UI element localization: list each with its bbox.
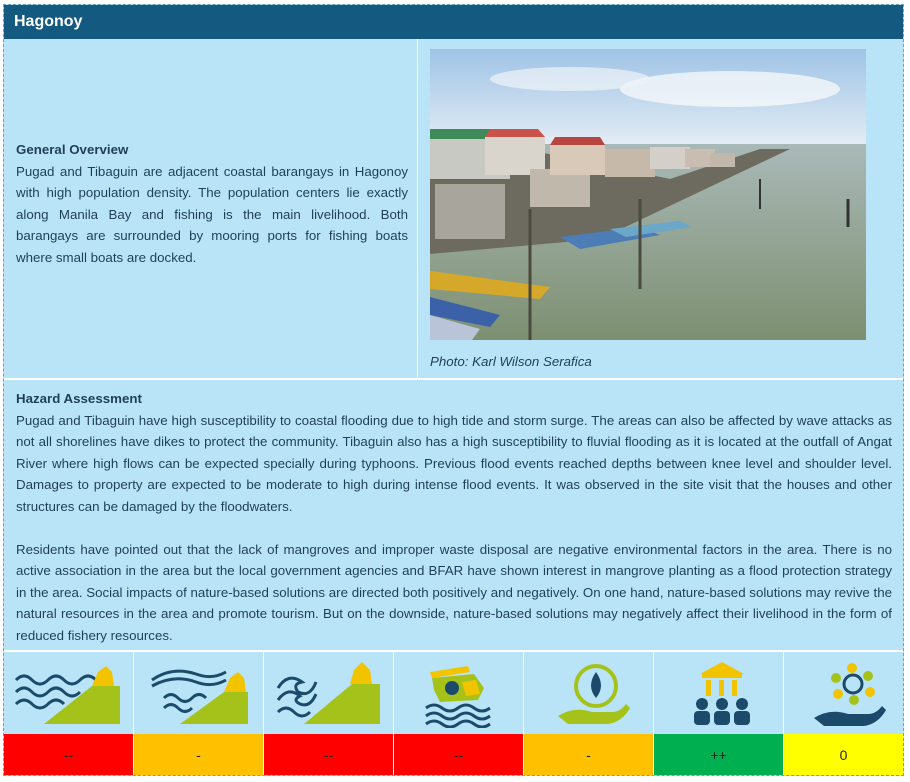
score-coastal-flooding: --: [4, 734, 134, 775]
general-overview: [16, 139, 408, 268]
coastal-village-photo: [430, 49, 866, 340]
score-storm-surge: --: [264, 734, 394, 775]
column-divider: [417, 39, 418, 379]
site-title: Hagonoy: [4, 5, 903, 39]
hazard-paragraph-2: Residents have pointed out that the lack of mangroves and improper waste disposal are negative environmental factors in the area. There is no active association in the area but the local government agencies and BFAR have shown interest in mangrove planting as a flood protection strategy in the area. Social impacts of nature-based solutions are directed both positively and negatively. On one hand, nature-based solutions may revive the natural resources in the area and promote tourism. But on the downside, nature-based solutions may negatively affect their livelihood in the form of reduced fishery resources.: [16, 541, 892, 643]
photo-caption: Photo: Karl Wilson Serafica: [430, 354, 592, 369]
score-social: 0: [784, 734, 903, 775]
overview-text: Pugad and Tibaguin are adjacent coastal barangays in Hagonoy with high population density. The population centers lie exactly along Manila Bay and fishing is the main livelihood. Both barangays are surrounded by mooring ports for fishing boats where small boats are docked.: [16, 163, 408, 265]
storm-surge-waves-icon: [264, 652, 394, 734]
score-environment: -: [524, 734, 654, 775]
overview-heading: General Overview: [16, 142, 129, 157]
environment-care-icon: [524, 652, 654, 734]
hazard-paragraph-1: Pugad and Tibaguin have high susceptibility to coastal flooding due to high tide and storm surge. The areas can also be affected by wave attacks as not all shorelines have dikes to protect the community. Tibaguin also has a high susceptibility to fluvial flooding as it is located at the outfall of Angat River where high flows can be expected specially during typhoons. Previous flood events reached depths between knee level and shoulder level. Damages to property are expected to be moderate to high during intense flood events. It was observed in the site visit that the houses and other structures can be damaged by the floodwaters.: [16, 412, 892, 514]
indicator-icon-row: [4, 652, 903, 734]
indicator-score-row: [4, 734, 903, 775]
coastal-flooding-icon: [4, 652, 134, 734]
score-river-flooding: -: [134, 734, 264, 775]
social-cooperation-icon: [784, 652, 910, 734]
score-waste-disposal: --: [394, 734, 524, 775]
site-card: [3, 4, 904, 776]
hazard-assessment: [16, 388, 892, 647]
hazard-heading: Hazard Assessment: [16, 391, 142, 406]
community-institution-icon: [654, 652, 784, 734]
score-community: ++: [654, 734, 784, 775]
river-flooding-icon: [134, 652, 264, 734]
waste-disposal-icon: [394, 652, 524, 734]
section-divider: [4, 378, 903, 380]
